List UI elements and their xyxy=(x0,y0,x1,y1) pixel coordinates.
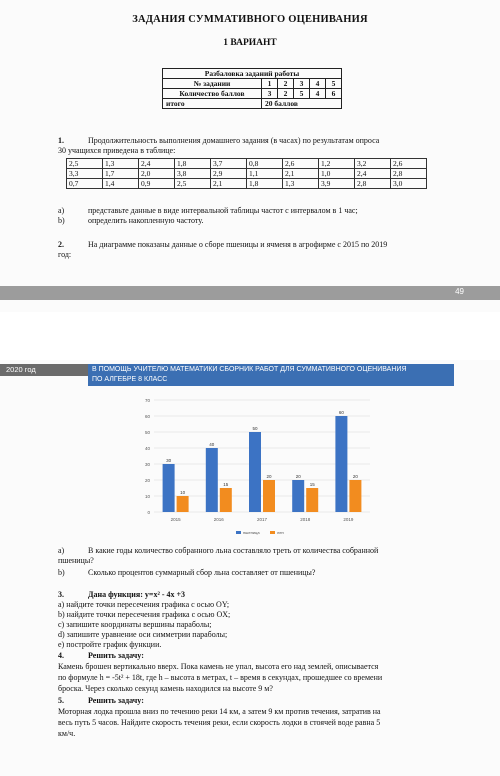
y-tick-label: 60 xyxy=(144,414,150,419)
points-cell: 4 xyxy=(310,89,326,99)
header-title-line2: ПО АЛГЕБРЕ 8 КЛАСС xyxy=(92,376,168,383)
data-label: 30 xyxy=(166,458,172,463)
task-number-cell: 3 xyxy=(294,79,310,89)
data-label: 20 xyxy=(352,474,358,479)
task2-number: 2. xyxy=(58,240,64,249)
x-tick-label: 2016 xyxy=(213,517,224,522)
data-label: 50 xyxy=(252,426,258,431)
header-title-line1: В ПОМОЩЬ УЧИТЕЛЮ МАТЕМАТИКИ СБОРНИК РАБОТ ДЛЯ СУММАТИВНОГО ОЦЕНИВАНИЯ xyxy=(92,366,407,373)
homework-table-cell: 1,2 xyxy=(319,159,355,169)
task4-line2: по формуле h = -5t² + 18t, где h – высота в метрах, t – время в секундах, прошедшее со времени xyxy=(58,673,383,682)
task5-head: Решить задачу: xyxy=(88,696,144,705)
points-cell: 2 xyxy=(278,89,294,99)
homework-table-cell: 1,8 xyxy=(247,179,283,189)
task1-text-line1: Продолжительность выполнения домашнего задания (в часах) по результатам опроса xyxy=(88,136,380,145)
homework-table-cell: 2,1 xyxy=(283,169,319,179)
question-a-line1: В какие годы количество собранного льна составляло треть от количества собранной xyxy=(88,546,379,555)
homework-hours-table xyxy=(66,158,427,189)
row-total-label: итого xyxy=(163,99,262,109)
homework-table-cell: 0,9 xyxy=(139,179,175,189)
homework-table-cell: 3,3 xyxy=(67,169,103,179)
task3-item-d: d) запишите уравнение оси симметрии параболы; xyxy=(58,630,228,639)
homework-table-cell: 2,5 xyxy=(67,159,103,169)
task3-head: Дана функция: y=x² - 4x +3 xyxy=(88,590,186,599)
legend-label: пшеница xyxy=(243,530,260,535)
bar-лен xyxy=(220,488,232,512)
legend-swatch xyxy=(270,531,275,534)
task4-head: Решить задачу: xyxy=(88,651,144,660)
task3-item-c: c) запишите координаты вершины параболы; xyxy=(58,620,212,629)
points-cell: 3 xyxy=(262,89,278,99)
task3-item-a: a) найдите точки пересечения графика с осью OY; xyxy=(58,600,230,609)
y-tick-label: 20 xyxy=(144,478,150,483)
task2-text-line2: год: xyxy=(58,250,72,259)
homework-table-cell: 2,0 xyxy=(139,169,175,179)
task1-b-text: определить накопленную частоту. xyxy=(88,216,204,225)
document-title: ЗАДАНИЯ СУММАТИВНОГО ОЦЕНИВАНИЯ xyxy=(132,14,368,25)
data-label: 40 xyxy=(209,442,215,447)
homework-table-cell: 2,9 xyxy=(211,169,247,179)
homework-table-row xyxy=(67,179,427,189)
bar-лен xyxy=(177,496,189,512)
bar-лен xyxy=(349,480,361,512)
homework-table-cell: 3,8 xyxy=(175,169,211,179)
homework-table-cell: 1,8 xyxy=(175,159,211,169)
y-tick-label: 50 xyxy=(144,430,150,435)
task3-number: 3. xyxy=(58,590,64,599)
page-number: 49 xyxy=(455,287,464,296)
bar-лен xyxy=(306,488,318,512)
homework-table-cell: 3,2 xyxy=(355,159,391,169)
task1-b-label: b) xyxy=(58,216,65,225)
task1-a-label: a) xyxy=(58,206,65,215)
task4-number: 4. xyxy=(58,651,64,660)
task1-text-line2: 30 учащихся приведена в таблице: xyxy=(58,146,176,155)
homework-table-cell: 0,8 xyxy=(247,159,283,169)
homework-table-cell: 2,8 xyxy=(355,179,391,189)
x-tick-label: 2018 xyxy=(300,517,311,522)
bar-пшеница xyxy=(292,480,304,512)
homework-table-cell: 1,7 xyxy=(103,169,139,179)
homework-table-cell: 0,7 xyxy=(67,179,103,189)
y-tick-label: 0 xyxy=(147,510,150,515)
harvest-bar-chart xyxy=(138,392,378,542)
task-number-cell: 5 xyxy=(326,79,342,89)
header-year: 2020 год xyxy=(0,364,88,376)
row-task-label: № задании xyxy=(163,79,262,89)
homework-table-cell: 2,6 xyxy=(391,159,427,169)
y-tick-label: 30 xyxy=(144,462,150,467)
bar-лен xyxy=(263,480,275,512)
homework-table-cell: 2,5 xyxy=(175,179,211,189)
page-number-bar xyxy=(0,286,500,300)
bar-пшеница xyxy=(249,432,261,512)
question-a-line2: пшеницы? xyxy=(58,556,94,565)
points-cell: 6 xyxy=(326,89,342,99)
homework-table-cell: 2,4 xyxy=(355,169,391,179)
x-tick-label: 2017 xyxy=(256,517,268,522)
x-tick-label: 2015 xyxy=(170,517,181,522)
data-label: 20 xyxy=(266,474,272,479)
homework-table-cell: 2,8 xyxy=(391,169,427,179)
data-label: 15 xyxy=(223,482,229,487)
breakdown-caption: Разбаловка заданий работы xyxy=(163,69,342,79)
bar-пшеница xyxy=(335,416,347,512)
homework-table-cell: 1,0 xyxy=(319,169,355,179)
task4-line1: Камень брошен вертикально вверх. Пока камень не упал, высота его над землей, описывается xyxy=(58,662,379,671)
homework-table-cell: 1,3 xyxy=(283,179,319,189)
points-cell: 5 xyxy=(294,89,310,99)
data-label: 60 xyxy=(338,410,344,415)
legend-label: лен xyxy=(277,530,284,535)
question-b-text: Сколько процентов суммарный сбор льна составляет от пшеницы? xyxy=(88,568,316,577)
data-label: 15 xyxy=(309,482,315,487)
task1-a-text: представьте данные в виде интервальной таблицы частот с интервалом в 1 час; xyxy=(88,206,358,215)
bar-пшеница xyxy=(163,464,175,512)
homework-table-cell: 3,0 xyxy=(391,179,427,189)
homework-table-row xyxy=(67,169,427,179)
legend-swatch xyxy=(236,531,241,534)
task5-line1: Моторная лодка прошла вниз по течению реки 14 км, а затем 9 км против течения, затратив на xyxy=(58,707,381,716)
row-points-label: Количество баллов xyxy=(163,89,262,99)
task-number-cell: 1 xyxy=(262,79,278,89)
task5-line2: весь путь 5 часов. Найдите скорость течения реки, если скорость лодки в стоячей воде равна 5 xyxy=(58,718,381,727)
homework-table-cell: 2,6 xyxy=(283,159,319,169)
homework-table-cell: 3,7 xyxy=(211,159,247,169)
homework-table-cell: 2,1 xyxy=(211,179,247,189)
homework-table-cell: 3,9 xyxy=(319,179,355,189)
homework-table-cell: 1,4 xyxy=(103,179,139,189)
total-cell: 20 баллов xyxy=(262,99,342,109)
points-breakdown-table xyxy=(162,68,342,109)
task1-number: 1. xyxy=(58,136,64,145)
y-tick-label: 40 xyxy=(144,446,150,451)
task2-text-line1: На диаграмме показаны данные о сборе пшеницы и ячменя в агрофирме с 2015 по 2019 xyxy=(88,240,388,249)
question-a-label: a) xyxy=(58,546,65,555)
data-label: 10 xyxy=(180,490,186,495)
homework-table-cell: 2,4 xyxy=(139,159,175,169)
task3-item-b: b) найдите точки пересечения графика с осью OX; xyxy=(58,610,231,619)
x-tick-label: 2019 xyxy=(343,517,354,522)
variant-heading: 1 ВАРИАНТ xyxy=(223,38,277,48)
page-gap xyxy=(0,312,500,360)
bar-пшеница xyxy=(206,448,218,512)
data-label: 20 xyxy=(295,474,301,479)
task5-line3: км/ч. xyxy=(58,729,76,738)
y-tick-label: 10 xyxy=(144,494,150,499)
task4-line3: броска. Через сколько секунд камень находился на высоте 9 м? xyxy=(58,684,273,693)
task-number-cell: 4 xyxy=(310,79,326,89)
y-tick-label: 70 xyxy=(144,398,150,403)
task-number-cell: 2 xyxy=(278,79,294,89)
question-b-label: b) xyxy=(58,568,65,577)
task3-item-e: e) постройте график функции. xyxy=(58,640,162,649)
task5-number: 5. xyxy=(58,696,64,705)
header-title xyxy=(88,364,454,386)
homework-table-row xyxy=(67,159,427,169)
homework-table-cell: 1,3 xyxy=(103,159,139,169)
homework-table-cell: 1,1 xyxy=(247,169,283,179)
